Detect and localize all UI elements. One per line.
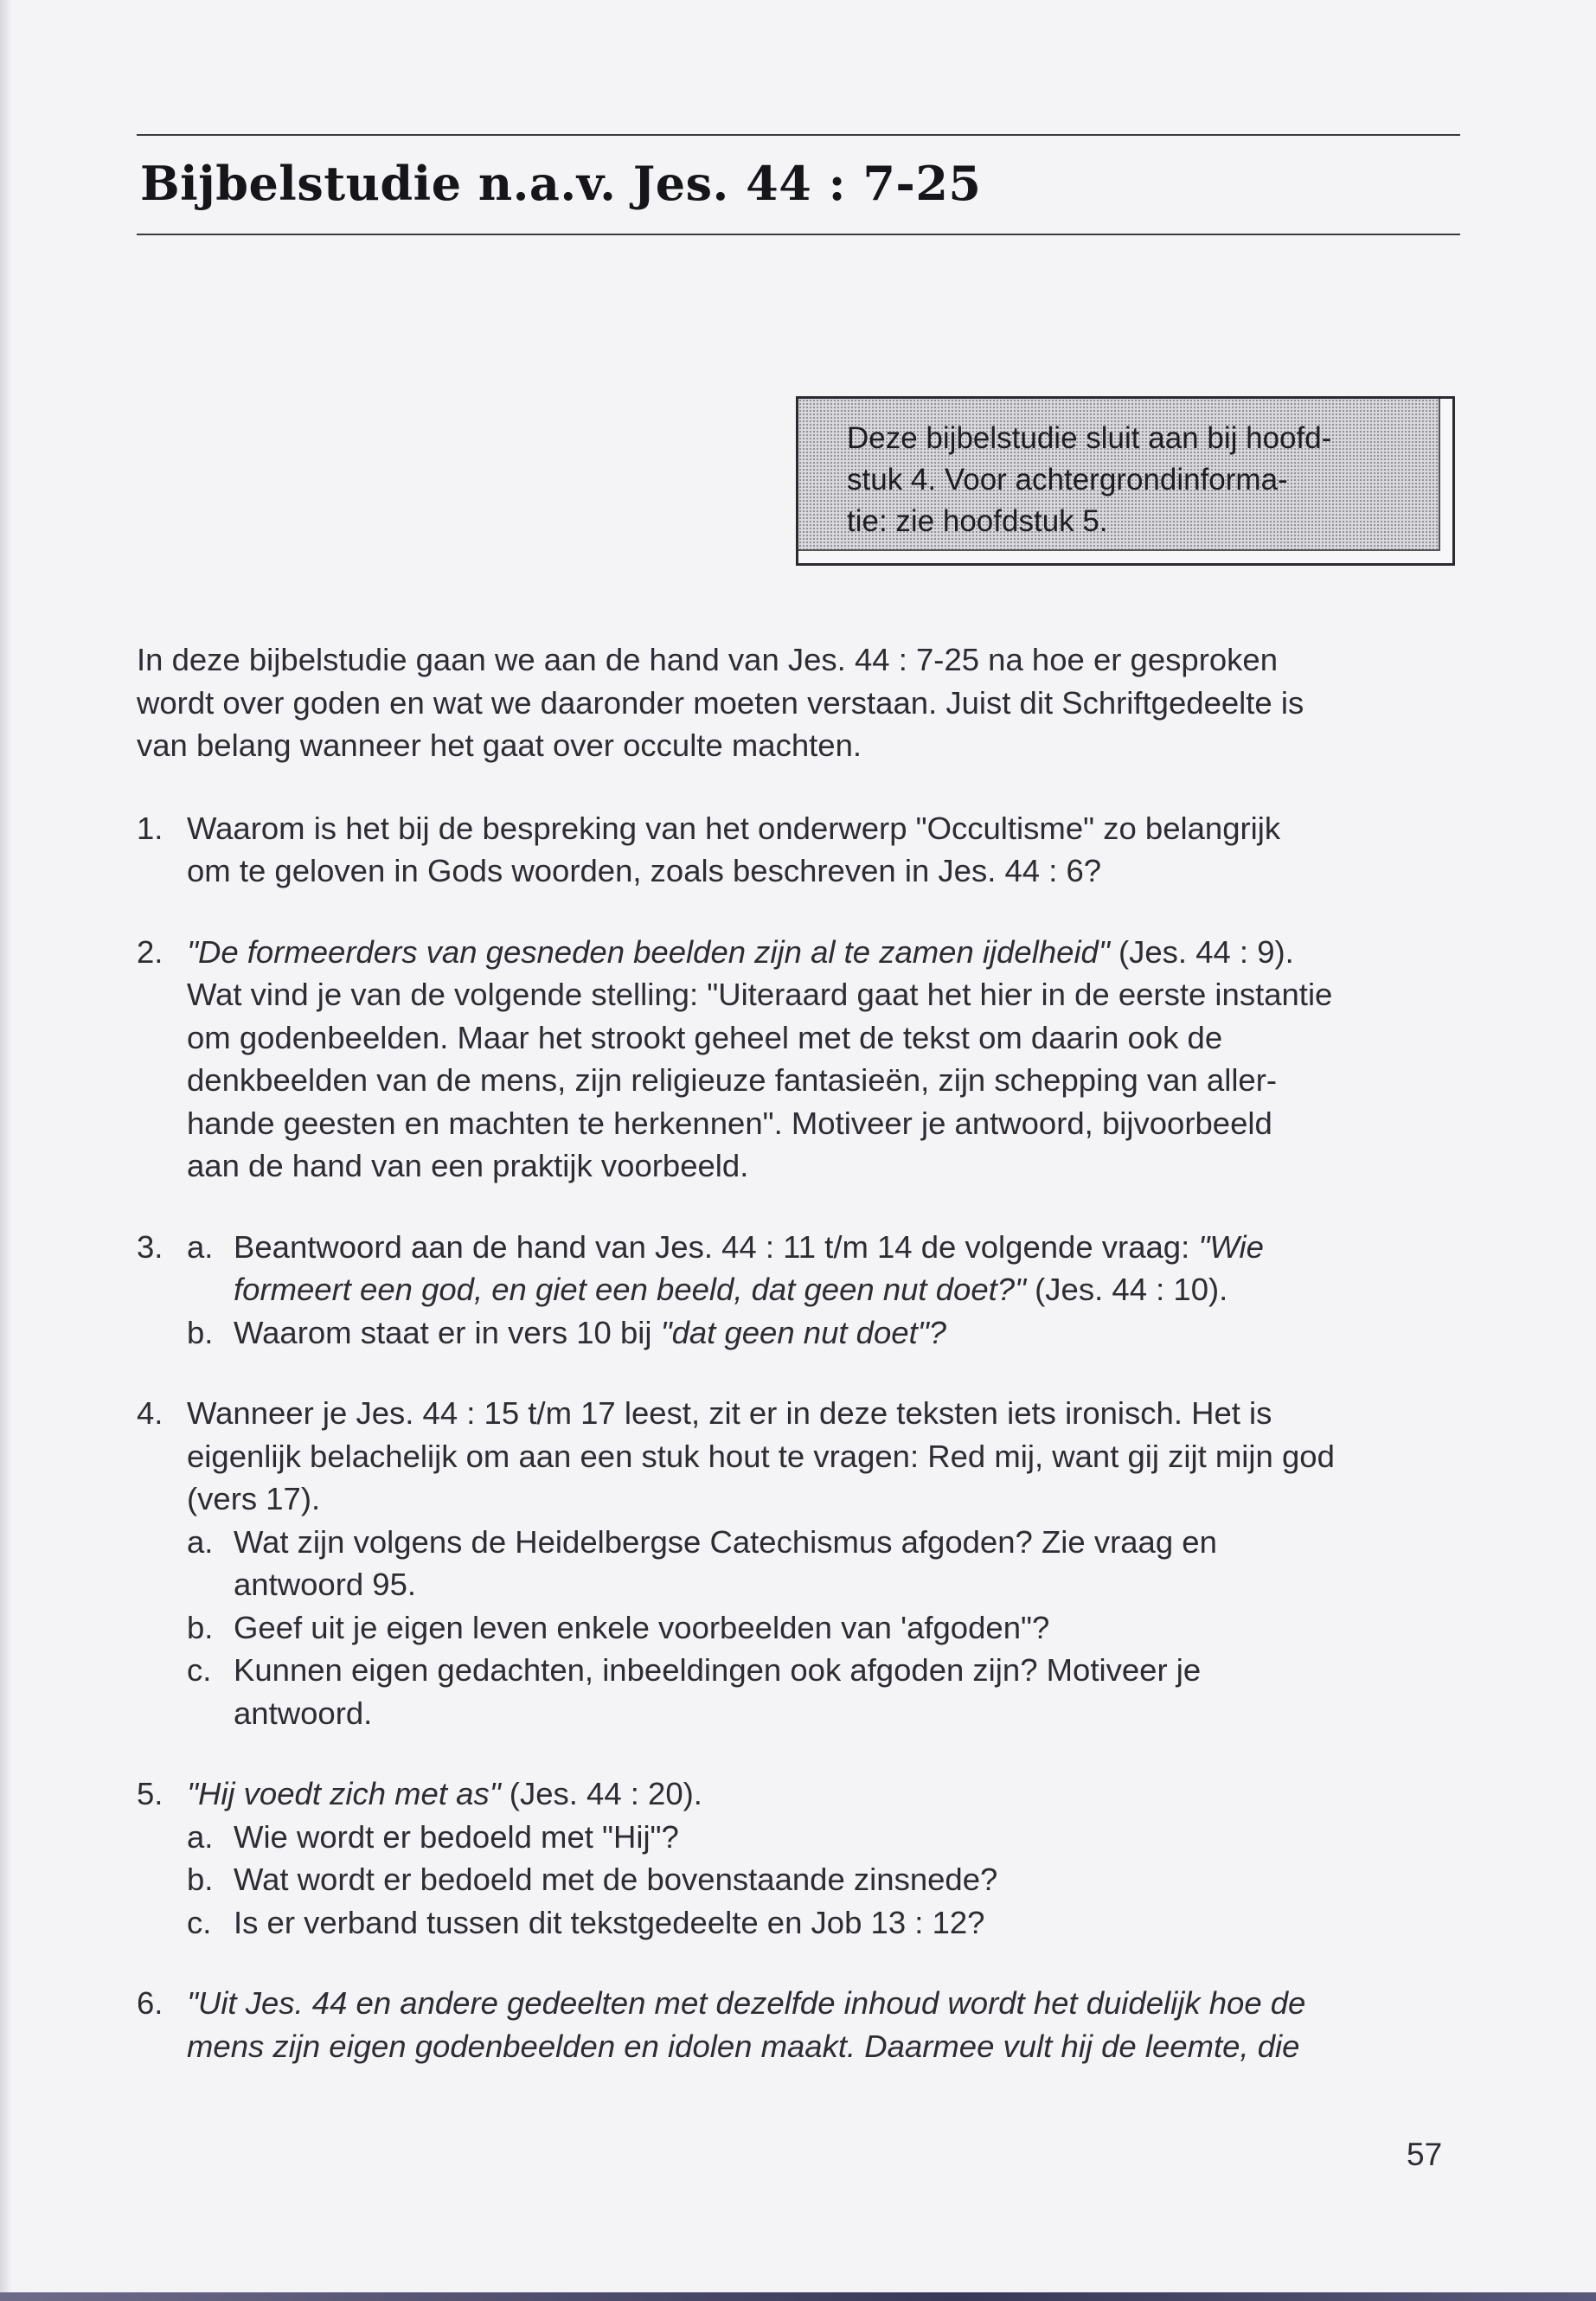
question-line: om te geloven in Gods woorden, zoals beschreven in Jes. 44 : 6? — [187, 853, 1102, 888]
scripture-quote: "De formeerders van gesneden beelden zijn al te zamen ijdelheid" — [187, 933, 1110, 970]
title-rule-top — [137, 134, 1460, 136]
question-line: Wanneer je Jes. 44 : 15 t/m 17 leest, zit er in deze teksten iets ironisch. Het is — [187, 1395, 1272, 1431]
question-number: 2. — [137, 933, 163, 970]
title-rule-bottom — [137, 234, 1460, 235]
scripture-quote: "dat geen nut doet"? — [660, 1314, 946, 1350]
question-4 — [137, 1392, 1452, 1734]
note-box-text — [798, 399, 1440, 551]
sub-question-line: antwoord 95. — [234, 1567, 417, 1602]
question-line: eigenlijk belachelijk om aan een stuk hout te vragen: Red mij, want gij zijt mijn god — [187, 1438, 1335, 1474]
sub-question-a — [187, 1521, 1452, 1606]
intro-paragraph — [137, 638, 1452, 767]
sub-question-line: Wie wordt er bedoeld met "Hij"? — [234, 1818, 679, 1855]
sub-question-b — [187, 1606, 1452, 1650]
sub-label: a. — [187, 1228, 214, 1265]
sub-question-line: Wat zijn volgens de Heidelbergse Catechismus afgoden? Zie vraag en — [234, 1523, 1217, 1560]
sub-label: a. — [187, 1818, 214, 1855]
sub-question-c — [187, 1649, 1452, 1734]
question-number: 4. — [137, 1395, 163, 1431]
sub-question-a — [187, 1816, 1452, 1859]
question-number: 6. — [137, 1985, 163, 2021]
sub-question-a — [187, 1226, 1452, 1311]
sub-label: b. — [187, 1609, 214, 1645]
scripture-reference: (Jes. 44 : 9). — [1109, 933, 1294, 970]
sub-label: a. — [187, 1523, 214, 1560]
question-line: om godenbeelden. Maar het strookt geheel met de tekst om daarin ook de — [187, 1019, 1223, 1055]
question-2 — [137, 931, 1452, 1188]
question-line: (vers 17). — [187, 1481, 321, 1516]
sub-question-line: Kunnen eigen gedachten, inbeeldingen ook afgoden zijn? Motiveer je — [234, 1652, 1202, 1688]
sub-label: b. — [187, 1314, 214, 1350]
sub-question-text: Waarom staat er in vers 10 bij — [234, 1314, 661, 1350]
question-line: Waarom is het bij de bespreking van het onderwerp "Occultisme" zo belangrijk — [187, 810, 1281, 846]
question-line: mens zijn eigen godenbeelden en idolen maakt. Daarmee vult hij de leemte, die — [187, 2028, 1300, 2064]
page-edge — [0, 0, 12, 2301]
note-line: Deze bijbelstudie sluit aan bij hoofd- — [847, 421, 1332, 455]
intro-line: In deze bijbelstudie gaan we aan de hand van Jes. 44 : 7-25 na hoe er gesproken — [137, 642, 1279, 677]
note-line: stuk 4. Voor achtergrondinforma- — [847, 463, 1288, 497]
sub-question-line: Wat wordt er bedoeld met de bovenstaande zinsnede? — [234, 1862, 998, 1897]
question-line: aan de hand van een praktijk voorbeeld. — [187, 1148, 749, 1183]
sub-label: c. — [187, 1904, 212, 1940]
question-number: 1. — [137, 810, 163, 846]
question-list — [137, 807, 1452, 2068]
question-1 — [137, 807, 1452, 893]
scripture-reference: (Jes. 44 : 20). — [500, 1776, 702, 1811]
scripture-quote: "Hij voedt zich met as" — [187, 1776, 501, 1811]
question-5 — [137, 1772, 1452, 1944]
sub-question-line: antwoord. — [234, 1695, 373, 1731]
scripture-quote: "Wie — [1198, 1228, 1264, 1265]
question-number: 5. — [137, 1776, 163, 1811]
question-quote-line — [187, 1772, 1452, 1816]
question-line: denkbeelden van de mens, zijn religieuze fantasieën, zijn schepping van aller- — [187, 1062, 1278, 1098]
scripture-reference: (Jes. 44 : 10). — [1026, 1272, 1228, 1307]
question-6 — [137, 1982, 1452, 2067]
sub-question-b — [187, 1311, 1452, 1355]
intro-line: wordt over goden en wat we daaronder moeten verstaan. Juist dit Schriftgedeelte is — [137, 684, 1304, 721]
sub-question-text: Beantwoord aan de hand van Jes. 44 : 11 t/m 14 de volgende vraag: — [234, 1228, 1199, 1265]
main-content — [137, 638, 1452, 2106]
note-line: tie: zie hoofdstuk 5. — [847, 504, 1108, 538]
question-line: Wat vind je van de volgende stelling: "Uiteraard gaat het hier in de eerste instantie — [187, 977, 1333, 1012]
question-number: 3. — [137, 1228, 163, 1265]
scan-edge — [0, 2292, 1596, 2301]
sub-question-line: Is er verband tussen dit tekstgedeelte en Job 13 : 12? — [234, 1904, 985, 1940]
page-title: Bijbelstudie n.a.v. Jes. 44 : 7-25 — [140, 156, 982, 211]
sub-question-c — [187, 1901, 1452, 1945]
note-box — [796, 396, 1455, 566]
question-3 — [137, 1226, 1452, 1355]
sub-label: b. — [187, 1862, 214, 1897]
intro-line: van belang wanneer het gaat over occulte machten. — [137, 727, 862, 763]
sub-question-b — [187, 1858, 1452, 1901]
question-line: "Uit Jes. 44 en andere gedeelten met dezelfde inhoud wordt het duidelijk hoe de — [187, 1985, 1306, 2021]
scripture-quote: formeert een god, en giet een beeld, dat geen nut doet?" — [234, 1272, 1027, 1307]
question-quote-line — [187, 931, 1452, 974]
page-number: 57 — [1407, 2137, 1443, 2172]
question-line: hande geesten en machten te herkennen". Motiveer je antwoord, bijvoorbeeld — [187, 1105, 1272, 1141]
sub-label: c. — [187, 1652, 212, 1688]
sub-question-line: Geef uit je eigen leven enkele voorbeelden van 'afgoden"? — [234, 1609, 1050, 1645]
